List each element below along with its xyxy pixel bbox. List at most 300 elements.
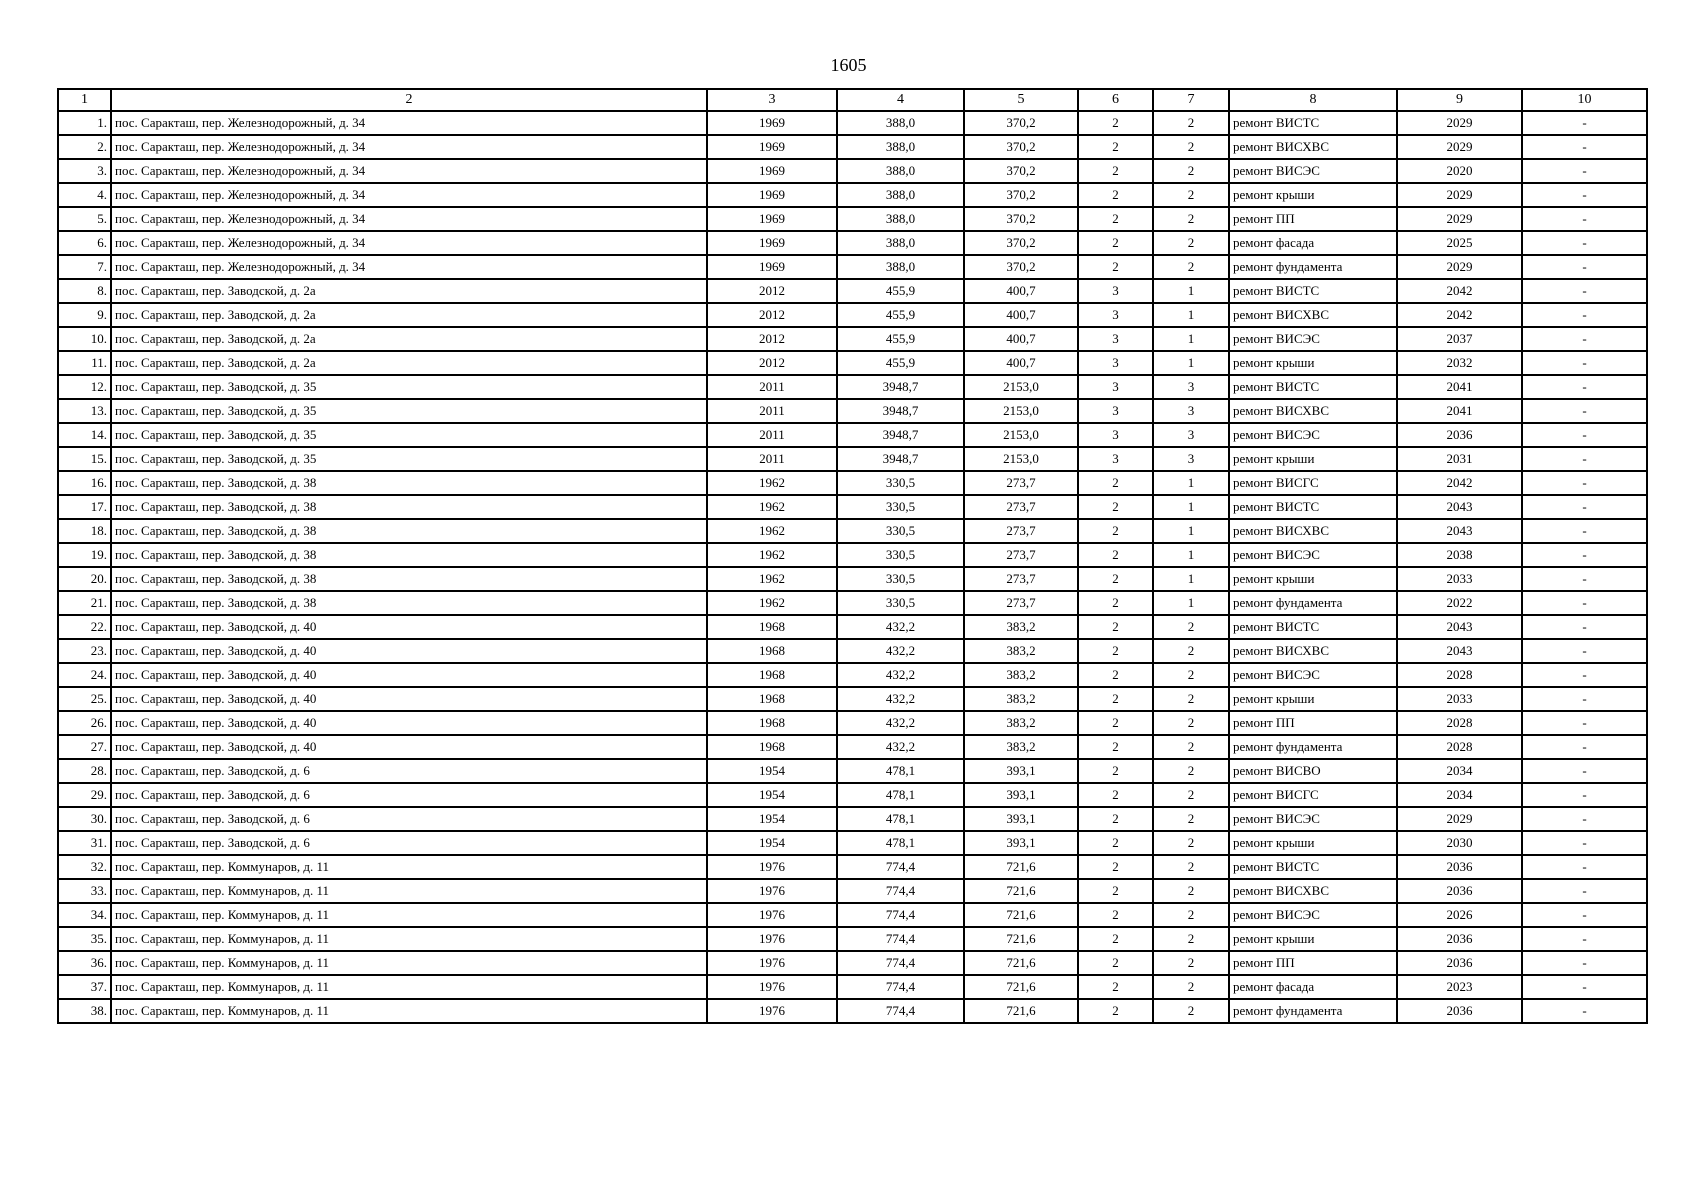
table-row [58,687,1647,711]
living-area-cell: 393,1 [964,759,1078,783]
address-cell: пос. Саракташ, пер. Железнодорожный, д. 34 [111,111,707,135]
repair-type-cell: ремонт крыши [1229,351,1397,375]
total-area-cell: 388,0 [837,135,964,159]
table-row [58,111,1647,135]
total-area-cell: 478,1 [837,783,964,807]
entrances-cell: 2 [1153,831,1229,855]
table-row [58,639,1647,663]
table-row [58,927,1647,951]
address-cell: пос. Саракташ, пер. Заводской, д. 40 [111,639,707,663]
floors-cell: 2 [1078,471,1153,495]
floors-cell: 2 [1078,663,1153,687]
planned-year-cell: 2036 [1397,927,1522,951]
address-cell: пос. Саракташ, пер. Заводской, д. 40 [111,663,707,687]
total-area-cell: 3948,7 [837,447,964,471]
floors-cell: 2 [1078,159,1153,183]
entrances-cell: 2 [1153,951,1229,975]
note-cell: - [1522,543,1647,567]
living-area-cell: 273,7 [964,519,1078,543]
entrances-cell: 2 [1153,759,1229,783]
year-built-cell: 1968 [707,663,837,687]
floors-cell: 2 [1078,495,1153,519]
floors-cell: 2 [1078,591,1153,615]
repair-type-cell: ремонт ВИСЭС [1229,159,1397,183]
total-area-cell: 455,9 [837,327,964,351]
column-header: 9 [1397,89,1522,111]
entrances-cell: 1 [1153,543,1229,567]
total-area-cell: 774,4 [837,999,964,1023]
address-cell: пос. Саракташ, пер. Железнодорожный, д. 34 [111,159,707,183]
repair-type-cell: ремонт ВИСТС [1229,615,1397,639]
row-number-cell: 15. [58,447,111,471]
entrances-cell: 3 [1153,447,1229,471]
living-area-cell: 273,7 [964,567,1078,591]
note-cell: - [1522,207,1647,231]
year-built-cell: 1968 [707,735,837,759]
table-row [58,423,1647,447]
total-area-cell: 774,4 [837,879,964,903]
floors-cell: 3 [1078,279,1153,303]
year-built-cell: 1976 [707,879,837,903]
address-cell: пос. Саракташ, пер. Заводской, д. 2а [111,351,707,375]
row-number-cell: 16. [58,471,111,495]
total-area-cell: 478,1 [837,807,964,831]
row-number-cell: 30. [58,807,111,831]
planned-year-cell: 2028 [1397,711,1522,735]
note-cell: - [1522,567,1647,591]
row-number-cell: 27. [58,735,111,759]
address-cell: пос. Саракташ, пер. Заводской, д. 40 [111,687,707,711]
entrances-cell: 2 [1153,855,1229,879]
planned-year-cell: 2029 [1397,207,1522,231]
living-area-cell: 393,1 [964,831,1078,855]
planned-year-cell: 2036 [1397,951,1522,975]
row-number-cell: 36. [58,951,111,975]
address-cell: пос. Саракташ, пер. Заводской, д. 35 [111,423,707,447]
row-number-cell: 34. [58,903,111,927]
repair-type-cell: ремонт фундамента [1229,591,1397,615]
floors-cell: 3 [1078,423,1153,447]
address-cell: пос. Саракташ, пер. Заводской, д. 6 [111,831,707,855]
address-cell: пос. Саракташ, пер. Заводской, д. 35 [111,447,707,471]
living-area-cell: 383,2 [964,687,1078,711]
planned-year-cell: 2029 [1397,807,1522,831]
living-area-cell: 383,2 [964,615,1078,639]
planned-year-cell: 2042 [1397,471,1522,495]
living-area-cell: 273,7 [964,543,1078,567]
year-built-cell: 2012 [707,279,837,303]
year-built-cell: 1968 [707,639,837,663]
planned-year-cell: 2022 [1397,591,1522,615]
address-cell: пос. Саракташ, пер. Коммунаров, д. 11 [111,903,707,927]
total-area-cell: 455,9 [837,351,964,375]
note-cell: - [1522,783,1647,807]
living-area-cell: 393,1 [964,783,1078,807]
header-row [58,89,1647,111]
row-number-cell: 18. [58,519,111,543]
total-area-cell: 388,0 [837,183,964,207]
entrances-cell: 2 [1153,783,1229,807]
year-built-cell: 1962 [707,567,837,591]
floors-cell: 2 [1078,759,1153,783]
repair-type-cell: ремонт ВИСЭС [1229,663,1397,687]
note-cell: - [1522,903,1647,927]
floors-cell: 2 [1078,231,1153,255]
address-cell: пос. Саракташ, пер. Железнодорожный, д. 34 [111,183,707,207]
year-built-cell: 2012 [707,351,837,375]
year-built-cell: 2012 [707,327,837,351]
note-cell: - [1522,279,1647,303]
year-built-cell: 1962 [707,519,837,543]
entrances-cell: 2 [1153,159,1229,183]
living-area-cell: 393,1 [964,807,1078,831]
total-area-cell: 3948,7 [837,399,964,423]
note-cell: - [1522,255,1647,279]
column-header: 8 [1229,89,1397,111]
floors-cell: 3 [1078,447,1153,471]
note-cell: - [1522,831,1647,855]
row-number-cell: 38. [58,999,111,1023]
column-header: 2 [111,89,707,111]
address-cell: пос. Саракташ, пер. Заводской, д. 6 [111,759,707,783]
note-cell: - [1522,183,1647,207]
year-built-cell: 1962 [707,471,837,495]
year-built-cell: 1976 [707,999,837,1023]
row-number-cell: 19. [58,543,111,567]
table-row [58,759,1647,783]
total-area-cell: 478,1 [837,831,964,855]
living-area-cell: 721,6 [964,879,1078,903]
planned-year-cell: 2041 [1397,399,1522,423]
repair-type-cell: ремонт ВИСХВС [1229,519,1397,543]
year-built-cell: 1976 [707,975,837,999]
note-cell: - [1522,663,1647,687]
year-built-cell: 1968 [707,711,837,735]
address-cell: пос. Саракташ, пер. Заводской, д. 6 [111,783,707,807]
table-body [58,111,1647,1023]
year-built-cell: 1976 [707,903,837,927]
entrances-cell: 2 [1153,807,1229,831]
address-cell: пос. Саракташ, пер. Железнодорожный, д. 34 [111,207,707,231]
row-number-cell: 32. [58,855,111,879]
row-number-cell: 11. [58,351,111,375]
floors-cell: 2 [1078,255,1153,279]
planned-year-cell: 2034 [1397,783,1522,807]
entrances-cell: 2 [1153,903,1229,927]
repair-type-cell: ремонт фасада [1229,975,1397,999]
address-cell: пос. Саракташ, пер. Коммунаров, д. 11 [111,855,707,879]
floors-cell: 3 [1078,375,1153,399]
entrances-cell: 2 [1153,879,1229,903]
living-area-cell: 721,6 [964,927,1078,951]
row-number-cell: 13. [58,399,111,423]
note-cell: - [1522,759,1647,783]
living-area-cell: 2153,0 [964,447,1078,471]
note-cell: - [1522,231,1647,255]
total-area-cell: 774,4 [837,975,964,999]
page-number: 1605 [830,55,867,75]
year-built-cell: 1954 [707,759,837,783]
address-cell: пос. Саракташ, пер. Заводской, д. 2а [111,279,707,303]
note-cell: - [1522,135,1647,159]
repair-type-cell: ремонт крыши [1229,831,1397,855]
entrances-cell: 1 [1153,279,1229,303]
year-built-cell: 2011 [707,447,837,471]
repair-type-cell: ремонт ВИСГС [1229,471,1397,495]
floors-cell: 2 [1078,567,1153,591]
repair-type-cell: ремонт ВИСХВС [1229,135,1397,159]
entrances-cell: 2 [1153,231,1229,255]
row-number-cell: 26. [58,711,111,735]
planned-year-cell: 2043 [1397,495,1522,519]
floors-cell: 2 [1078,879,1153,903]
total-area-cell: 432,2 [837,687,964,711]
planned-year-cell: 2026 [1397,903,1522,927]
entrances-cell: 3 [1153,423,1229,447]
planned-year-cell: 2020 [1397,159,1522,183]
table-row [58,951,1647,975]
repair-type-cell: ремонт ВИСХВС [1229,639,1397,663]
total-area-cell: 774,4 [837,927,964,951]
planned-year-cell: 2033 [1397,567,1522,591]
total-area-cell: 432,2 [837,639,964,663]
planned-year-cell: 2031 [1397,447,1522,471]
living-area-cell: 383,2 [964,663,1078,687]
note-cell: - [1522,591,1647,615]
living-area-cell: 370,2 [964,255,1078,279]
floors-cell: 2 [1078,831,1153,855]
entrances-cell: 2 [1153,927,1229,951]
row-number-cell: 22. [58,615,111,639]
entrances-cell: 1 [1153,471,1229,495]
note-cell: - [1522,111,1647,135]
row-number-cell: 20. [58,567,111,591]
planned-year-cell: 2029 [1397,183,1522,207]
floors-cell: 2 [1078,615,1153,639]
floors-cell: 2 [1078,999,1153,1023]
planned-year-cell: 2029 [1397,135,1522,159]
living-area-cell: 370,2 [964,159,1078,183]
year-built-cell: 2011 [707,399,837,423]
planned-year-cell: 2036 [1397,855,1522,879]
address-cell: пос. Саракташ, пер. Заводской, д. 6 [111,807,707,831]
row-number-cell: 14. [58,423,111,447]
year-built-cell: 1968 [707,687,837,711]
year-built-cell: 2012 [707,303,837,327]
column-header: 3 [707,89,837,111]
row-number-cell: 24. [58,663,111,687]
planned-year-cell: 2029 [1397,111,1522,135]
entrances-cell: 1 [1153,519,1229,543]
repair-type-cell: ремонт ВИСГС [1229,783,1397,807]
floors-cell: 2 [1078,927,1153,951]
total-area-cell: 330,5 [837,519,964,543]
living-area-cell: 2153,0 [964,423,1078,447]
living-area-cell: 400,7 [964,279,1078,303]
table-row [58,183,1647,207]
row-number-cell: 6. [58,231,111,255]
year-built-cell: 1962 [707,495,837,519]
planned-year-cell: 2036 [1397,423,1522,447]
repair-type-cell: ремонт ВИСХВС [1229,879,1397,903]
note-cell: - [1522,639,1647,663]
planned-year-cell: 2043 [1397,615,1522,639]
entrances-cell: 2 [1153,135,1229,159]
year-built-cell: 1976 [707,855,837,879]
repair-type-cell: ремонт ВИСТС [1229,495,1397,519]
table-row [58,591,1647,615]
note-cell: - [1522,303,1647,327]
planned-year-cell: 2043 [1397,519,1522,543]
total-area-cell: 455,9 [837,279,964,303]
total-area-cell: 432,2 [837,711,964,735]
living-area-cell: 370,2 [964,183,1078,207]
table-row [58,735,1647,759]
note-cell: - [1522,519,1647,543]
entrances-cell: 1 [1153,327,1229,351]
living-area-cell: 370,2 [964,207,1078,231]
total-area-cell: 774,4 [837,951,964,975]
repair-type-cell: ремонт ВИСТС [1229,855,1397,879]
floors-cell: 2 [1078,519,1153,543]
year-built-cell: 1962 [707,543,837,567]
floors-cell: 2 [1078,687,1153,711]
year-built-cell: 1954 [707,807,837,831]
table-row [58,543,1647,567]
note-cell: - [1522,423,1647,447]
entrances-cell: 1 [1153,351,1229,375]
table-row [58,807,1647,831]
entrances-cell: 2 [1153,735,1229,759]
row-number-cell: 17. [58,495,111,519]
table-row [58,495,1647,519]
table-row [58,279,1647,303]
living-area-cell: 2153,0 [964,399,1078,423]
note-cell: - [1522,351,1647,375]
entrances-cell: 2 [1153,207,1229,231]
repair-type-cell: ремонт фундамента [1229,999,1397,1023]
repair-type-cell: ремонт крыши [1229,183,1397,207]
planned-year-cell: 2028 [1397,735,1522,759]
entrances-cell: 2 [1153,687,1229,711]
living-area-cell: 400,7 [964,327,1078,351]
column-header: 7 [1153,89,1229,111]
total-area-cell: 774,4 [837,855,964,879]
note-cell: - [1522,399,1647,423]
planned-year-cell: 2043 [1397,639,1522,663]
planned-year-cell: 2034 [1397,759,1522,783]
repair-type-cell: ремонт ВИСЭС [1229,543,1397,567]
entrances-cell: 1 [1153,591,1229,615]
address-cell: пос. Саракташ, пер. Заводской, д. 38 [111,471,707,495]
address-cell: пос. Саракташ, пер. Коммунаров, д. 11 [111,927,707,951]
address-cell: пос. Саракташ, пер. Заводской, д. 35 [111,399,707,423]
entrances-cell: 1 [1153,567,1229,591]
table-row [58,447,1647,471]
total-area-cell: 774,4 [837,903,964,927]
row-number-cell: 8. [58,279,111,303]
planned-year-cell: 2033 [1397,687,1522,711]
year-built-cell: 1969 [707,159,837,183]
row-number-cell: 35. [58,927,111,951]
table-row [58,855,1647,879]
living-area-cell: 383,2 [964,735,1078,759]
address-cell: пос. Саракташ, пер. Заводской, д. 38 [111,567,707,591]
table-row [58,783,1647,807]
entrances-cell: 2 [1153,999,1229,1023]
floors-cell: 2 [1078,975,1153,999]
address-cell: пос. Саракташ, пер. Заводской, д. 35 [111,375,707,399]
row-number-cell: 2. [58,135,111,159]
floors-cell: 3 [1078,327,1153,351]
floors-cell: 2 [1078,783,1153,807]
planned-year-cell: 2041 [1397,375,1522,399]
total-area-cell: 478,1 [837,759,964,783]
total-area-cell: 3948,7 [837,423,964,447]
repair-type-cell: ремонт ВИСХВС [1229,399,1397,423]
total-area-cell: 432,2 [837,615,964,639]
row-number-cell: 23. [58,639,111,663]
living-area-cell: 400,7 [964,303,1078,327]
repair-type-cell: ремонт ПП [1229,711,1397,735]
table-row [58,399,1647,423]
year-built-cell: 1954 [707,831,837,855]
address-cell: пос. Саракташ, пер. Коммунаров, д. 11 [111,951,707,975]
table-row [58,663,1647,687]
row-number-cell: 7. [58,255,111,279]
entrances-cell: 1 [1153,495,1229,519]
table-row [58,999,1647,1023]
repair-type-cell: ремонт ВИСЭС [1229,423,1397,447]
total-area-cell: 330,5 [837,495,964,519]
row-number-cell: 31. [58,831,111,855]
year-built-cell: 1954 [707,783,837,807]
column-header: 6 [1078,89,1153,111]
column-header: 10 [1522,89,1647,111]
table-row [58,375,1647,399]
living-area-cell: 721,6 [964,999,1078,1023]
living-area-cell: 273,7 [964,591,1078,615]
living-area-cell: 273,7 [964,471,1078,495]
planned-year-cell: 2038 [1397,543,1522,567]
table-row [58,567,1647,591]
repair-schedule-table [57,88,1648,1024]
row-number-cell: 33. [58,879,111,903]
address-cell: пос. Саракташ, пер. Железнодорожный, д. 34 [111,255,707,279]
repair-type-cell: ремонт фундамента [1229,255,1397,279]
note-cell: - [1522,735,1647,759]
year-built-cell: 1968 [707,615,837,639]
row-number-cell: 21. [58,591,111,615]
living-area-cell: 370,2 [964,111,1078,135]
entrances-cell: 2 [1153,255,1229,279]
total-area-cell: 432,2 [837,735,964,759]
table-row [58,255,1647,279]
note-cell: - [1522,855,1647,879]
table-row [58,351,1647,375]
year-built-cell: 1969 [707,231,837,255]
repair-type-cell: ремонт ВИСТС [1229,279,1397,303]
repair-type-cell: ремонт фасада [1229,231,1397,255]
entrances-cell: 2 [1153,663,1229,687]
year-built-cell: 1962 [707,591,837,615]
row-number-cell: 4. [58,183,111,207]
entrances-cell: 2 [1153,111,1229,135]
table-row [58,135,1647,159]
note-cell: - [1522,375,1647,399]
repair-type-cell: ремонт ВИСТС [1229,111,1397,135]
table-row [58,231,1647,255]
